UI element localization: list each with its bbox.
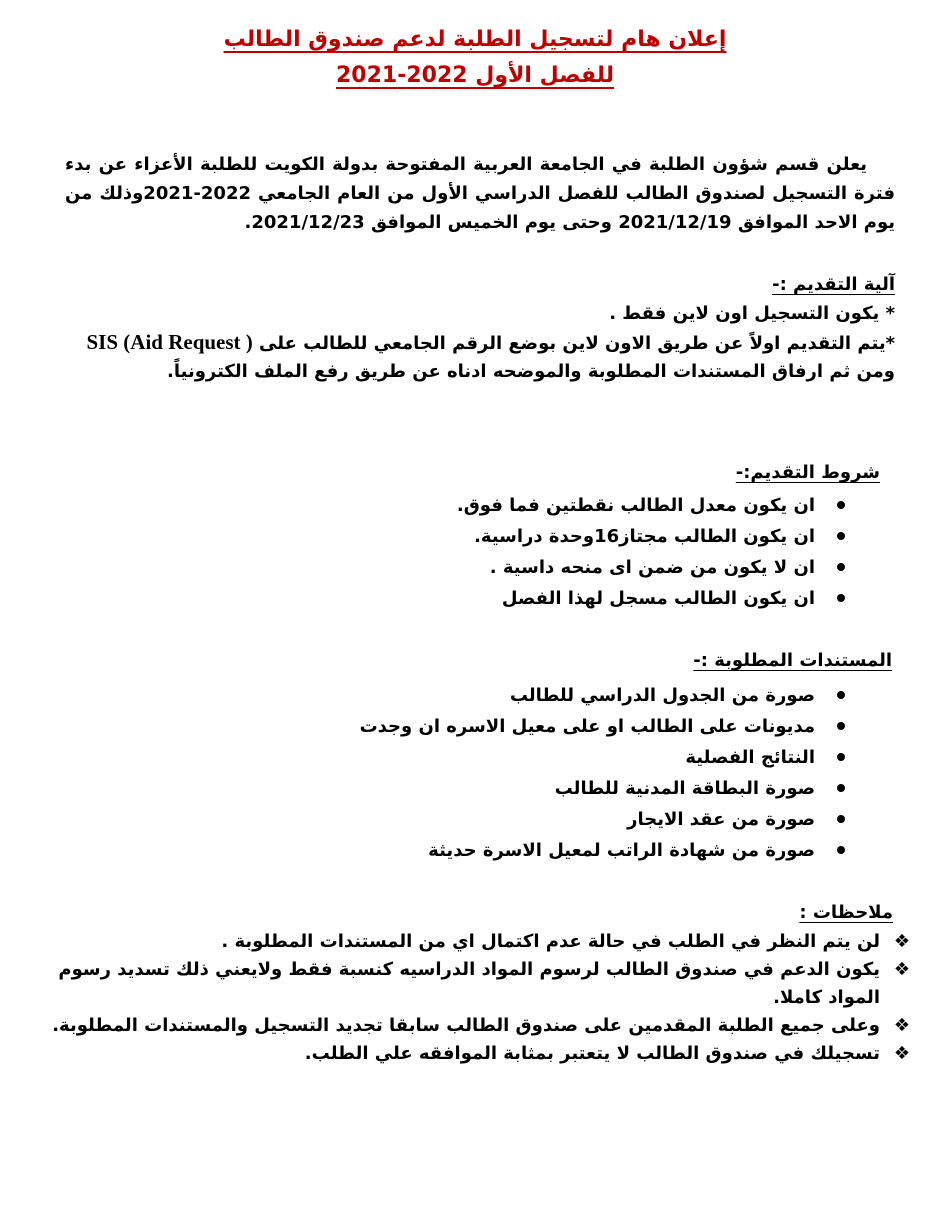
bullet-icon <box>837 846 845 854</box>
list-item-text: ان يكون معدل الطالب نقطتين فما فوق. <box>456 495 815 516</box>
application-line-2 <box>45 328 895 386</box>
aid-request-label: SIS (Aid Request ) <box>86 330 253 354</box>
list-item <box>360 711 855 742</box>
bullet-icon <box>837 691 845 699</box>
notes-heading: ملاحظات : <box>799 902 893 923</box>
list-item <box>457 552 855 583</box>
list-item <box>457 521 855 552</box>
list-item-text: النتائج الفصلية <box>685 747 815 768</box>
note-item-text: يكون الدعم في صندوق الطالب لرسوم المواد الدراسيه كنسبة فقط ولايعني ذلك تسديد رسوم المواد كاملا. <box>58 959 880 1008</box>
bullet-icon <box>837 563 845 571</box>
note-item-text: لن يتم النظر في الطلب في حالة عدم اكتمال اي من المستندات المطلوبة . <box>221 931 880 952</box>
list-item-text: صورة من الجدول الدراسي للطالب <box>509 685 815 706</box>
announcement-title <box>0 22 950 94</box>
application-heading: آلية التقديم :- <box>772 274 895 295</box>
title-line-1: إعلان هام لتسجيل الطلبة لدعم صندوق الطالب <box>223 27 727 52</box>
application-block <box>45 300 895 386</box>
list-item-text: ان يكون الطالب مجتاز16وحدة دراسية. <box>474 526 815 547</box>
bullet-icon <box>837 815 845 823</box>
list-item-text: ان لا يكون من ضمن اى منحه داسية . <box>489 557 815 578</box>
list-item <box>457 490 855 521</box>
list-item-text: ان يكون الطالب مسجل لهذا الفصل <box>501 588 815 609</box>
list-item <box>360 835 855 866</box>
bullet-icon <box>837 722 845 730</box>
list-item <box>360 804 855 835</box>
note-item <box>42 1012 912 1040</box>
note-item-text: وعلى جميع الطلبة المقدمين على صندوق الطالب سابقا تجديد التسجيل والمستندات المطلوبة. <box>52 1015 880 1036</box>
bullet-icon <box>837 532 845 540</box>
note-item <box>42 1040 912 1068</box>
conditions-list <box>457 490 855 614</box>
conditions-heading: شروط التقديم:- <box>735 462 880 483</box>
note-item <box>42 956 912 1012</box>
list-item <box>360 680 855 711</box>
application-line-2-part-1: *يتم التقديم اولاً عن طريق الاون لاين بوضع الرقم الجامعي للطالب على <box>252 333 895 354</box>
diamond-bullet-icon: ❖ <box>893 959 910 980</box>
diamond-bullet-icon: ❖ <box>893 1043 910 1064</box>
application-line-2-part-2: ومن ثم ارفاق المستندات المطلوبة والموضحه ادناه عن طريق رفع الملف الكترونياً. <box>167 361 895 382</box>
bullet-icon <box>837 501 845 509</box>
list-item-text: صورة من شهادة الراتب لمعيل الاسرة حديثة <box>428 840 815 861</box>
list-item <box>360 742 855 773</box>
list-item <box>360 773 855 804</box>
bullet-icon <box>837 753 845 761</box>
diamond-bullet-icon: ❖ <box>893 1015 910 1036</box>
documents-list <box>360 680 855 866</box>
application-line-1: * يكون التسجيل اون لاين فقط . <box>609 303 895 324</box>
documents-heading: المستندات المطلوبة :- <box>693 650 892 671</box>
intro-paragraph: يعلن قسم شؤون الطلبة في الجامعة العربية المفتوحة بدولة الكويت للطلبة الأعزاء عن بدء فترة التسجيل لصندوق الطالب للفصل الدراسي الأول من العام الجامعي 2022-2021وذلك من يوم الاحد الموافق 2021/12/19 وحتى يوم الخميس الموافق 2021/12/23. <box>65 154 896 233</box>
list-item-text: مديونات على الطالب او على معيل الاسره ان وجدت <box>359 716 815 737</box>
list-item-text: صورة البطاقة المدنية للطالب <box>554 778 815 799</box>
title-line-2: للفصل الأول 2022-2021 <box>335 63 614 88</box>
diamond-bullet-icon: ❖ <box>893 931 910 952</box>
bullet-icon <box>837 594 845 602</box>
list-item <box>457 583 855 614</box>
bullet-icon <box>837 784 845 792</box>
note-item <box>42 928 912 956</box>
list-item-text: صورة من عقد الايجار <box>627 809 815 830</box>
notes-list <box>42 928 912 1068</box>
note-item-text: تسجيلك في صندوق الطالب لا يتعتبر بمثابة الموافقه علي الطلب. <box>304 1043 880 1064</box>
